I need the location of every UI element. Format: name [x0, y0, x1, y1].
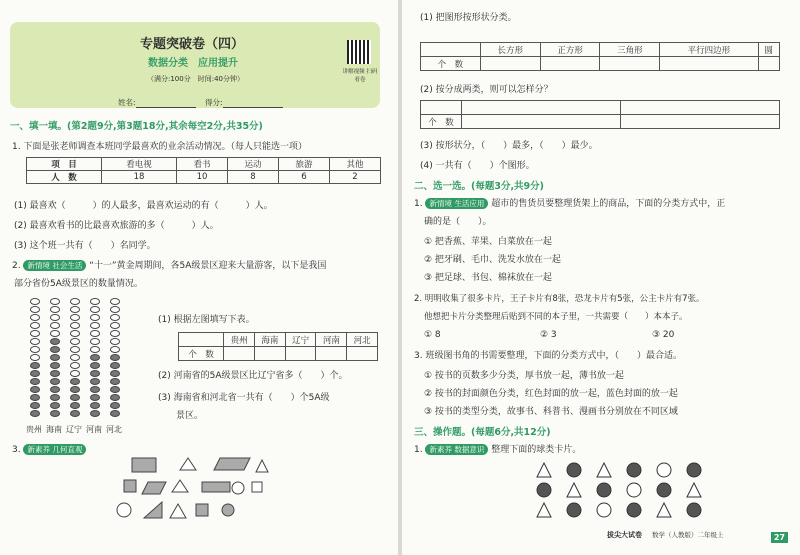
abacus-bead [50, 354, 60, 361]
abacus-bead [50, 370, 60, 377]
q2-sub2: (2) 河南省的5A级景区比辽宁省多（ ）个。 [158, 371, 348, 381]
abacus-bead [110, 322, 120, 329]
table-cell [480, 57, 540, 71]
ball-card-icon [687, 463, 701, 477]
abacus-bead [110, 298, 120, 305]
abacus-label: 海南 [46, 425, 62, 434]
abacus-bead [90, 338, 100, 345]
abacus-bead [30, 378, 40, 385]
abacus-bead [110, 394, 120, 401]
abacus-bead [90, 410, 100, 417]
abacus-label: 河南 [86, 425, 102, 434]
abacus-bead [70, 386, 80, 393]
abacus-bead [70, 330, 80, 337]
table-cell: 河南 [316, 333, 347, 347]
abacus-bead [30, 338, 40, 345]
table-cell: 长方形 [480, 43, 540, 57]
abacus-bead [50, 386, 60, 393]
abacus-bead [30, 298, 40, 305]
abacus-bead [70, 338, 80, 345]
table-cell: 圆 [758, 43, 780, 57]
table-cell: 个 数 [179, 347, 224, 361]
table-cell: 辽宁 [285, 333, 316, 347]
abacus-bead [30, 354, 40, 361]
abacus-bead [30, 306, 40, 313]
abacus-bead [50, 322, 60, 329]
ball-card-icon [537, 483, 551, 497]
q1-sub2: (2) 最喜欢看书的比最喜欢旅游的多（ ）人。 [14, 221, 219, 231]
ball-card-icon [627, 483, 641, 497]
q3-heading: 3. 新素养 几何直观 [12, 444, 86, 455]
q2-table[interactable] [178, 332, 378, 361]
abacus-bead [70, 370, 80, 377]
r-q2: (2) 按分成两类，则可以怎样分？ [420, 85, 553, 95]
c1-option-2[interactable]: ② 把牙刷、毛巾、洗发水放在一起 [424, 255, 561, 265]
ball-card-icon [537, 463, 551, 477]
table-cell [421, 43, 481, 57]
ball-card-icon [627, 503, 641, 517]
q3-tag: 新素养 几何直观 [23, 444, 86, 455]
abacus-column [90, 298, 100, 418]
q2-sub3-cont: 景区。 [176, 411, 204, 421]
score-field[interactable]: 得分: [205, 97, 283, 108]
rectangle-shape [202, 482, 230, 492]
c3-option-2[interactable]: ② 按书的封面颜色分类，红色封面的放一起，蓝色封面的放一起 [424, 389, 678, 399]
square-shape [252, 482, 262, 492]
abacus-bead [50, 402, 60, 409]
section-2-heading: 二、选一选。(每题3分,共9分) [414, 181, 545, 192]
c1-option-3[interactable]: ③ 把足球、书包、棉袜放在一起 [424, 273, 552, 283]
ball-card-icon [597, 483, 611, 497]
abacus-bead [70, 298, 80, 305]
abacus-bead [70, 378, 80, 385]
ball-card-icon [657, 463, 671, 477]
table-cell: 海南 [254, 333, 285, 347]
c2-option-1[interactable]: ① 8 [424, 330, 441, 340]
exam-meta: （满分:100分 时间:40分钟） [147, 75, 244, 83]
table-cell [316, 347, 347, 361]
two-class-table[interactable]: 个 数 [420, 100, 780, 129]
q1-sub3: (3) 这个班一共有（ ）名同学。 [14, 241, 156, 251]
table-cell: 6 [279, 171, 330, 184]
abacus-bead [90, 370, 100, 377]
table-cell: 三角形 [600, 43, 660, 57]
abacus-bead [50, 378, 60, 385]
abacus-bead [30, 370, 40, 377]
ball-card-icon [657, 503, 671, 517]
q2-text2: 部分省份5A级景区的数量情况。 [14, 279, 143, 289]
abacus-column [30, 298, 40, 418]
abacus-bead [90, 330, 100, 337]
table-cell: 项 目 [27, 158, 102, 171]
abacus-label: 河北 [106, 425, 122, 434]
abacus-bead [110, 402, 120, 409]
page-title: 专题突破卷（四） [140, 37, 245, 52]
abacus-bead [90, 378, 100, 385]
r-q1: (1) 把图形按形状分类。 [420, 13, 517, 23]
c2-option-2[interactable]: ② 3 [540, 330, 557, 340]
ball-card-icon [567, 503, 581, 517]
q2-text: 2. 新情境 社会生活 “十一”黄金周期间，各5A级景区迎来大量游客，以下是我国 [12, 261, 327, 271]
table-cell: 人 数 [27, 171, 102, 184]
abacus-bead [110, 338, 120, 345]
ball-card-icon [537, 503, 551, 517]
abacus-column [50, 298, 60, 418]
right-page [402, 0, 800, 555]
footer-info: 数学（人教版）二年级上 [652, 531, 724, 539]
square-shape [196, 504, 208, 516]
table-cell [758, 57, 780, 71]
table-cell [224, 347, 255, 361]
abacus-bead [50, 394, 60, 401]
abacus-bead [30, 394, 40, 401]
table-cell [347, 347, 378, 361]
r-q4: (4) 一共有（ ）个图形。 [420, 161, 535, 171]
triangle-shape [170, 504, 186, 518]
qr-caption: 讲解视频 扫码看卷 [342, 69, 378, 83]
abacus-bead [110, 378, 120, 385]
ball-card-icon [657, 483, 671, 497]
table-cell [179, 333, 224, 347]
abacus-bead [70, 394, 80, 401]
abacus-bead [50, 338, 60, 345]
abacus-bead [110, 346, 120, 353]
ball-card-icon [687, 503, 701, 517]
abacus-bead [90, 386, 100, 393]
table-cell [540, 57, 600, 71]
ball-cards-figure [530, 460, 720, 522]
abacus-bead [90, 298, 100, 305]
abacus-bead [50, 410, 60, 417]
shape-table[interactable] [420, 42, 780, 71]
table-cell: 18 [102, 171, 177, 184]
c1-text2: 确的是（ ）。 [424, 217, 492, 227]
abacus-bead [30, 346, 40, 353]
abacus-bead [110, 386, 120, 393]
table-cell: 2 [329, 171, 380, 184]
abacus-bead [110, 410, 120, 417]
abacus-bead [90, 322, 100, 329]
abacus-bead [110, 314, 120, 321]
abacus-bead [30, 330, 40, 337]
q1-text: 1. 下面是张老师调查本班同学最喜欢的业余活动情况。（每人只能选一项） [12, 142, 307, 152]
abacus-bead [90, 306, 100, 313]
ball-card-icon [597, 463, 611, 477]
parallelogram-shape [142, 482, 166, 494]
abacus-bead [110, 330, 120, 337]
c3-text: 3. 班级图书角的书需要整理，下面的分类方式中，（ ）最合适。 [414, 351, 682, 361]
r-q3: (3) 按形状分，（ ）最多，（ ）最少。 [420, 141, 598, 151]
abacus-column [110, 298, 120, 418]
circle-shape [222, 504, 234, 516]
left-page [0, 0, 398, 555]
abacus-bead [110, 370, 120, 377]
triangle-shape [180, 458, 196, 470]
abacus-bead [70, 362, 80, 369]
circle-shape [117, 503, 131, 517]
abacus-bead [110, 354, 120, 361]
table-cell [254, 347, 285, 361]
q2-sub1: (1) 根据左图填写下表。 [158, 315, 255, 325]
abacus-bead [110, 362, 120, 369]
q1-table [26, 157, 381, 184]
abacus-bead [70, 322, 80, 329]
abacus-bead [90, 346, 100, 353]
c3-option-1[interactable]: ① 按书的页数多少分类，厚书放一起，薄书放一起 [424, 371, 624, 381]
abacus-bead [30, 402, 40, 409]
abacus-bead [30, 386, 40, 393]
circle-shape [232, 482, 244, 494]
c1-tag: 新情境 生活应用 [425, 198, 488, 209]
c2-text: 2. 明明收集了很多卡片，王子卡片有8张，恐龙卡片有5张，公主卡片有7张。 [414, 294, 705, 304]
page-subtitle: 数据分类 应用提升 [148, 58, 238, 69]
ball-card-icon [567, 483, 581, 497]
table-cell: 看电视 [102, 158, 177, 171]
abacus-bead [70, 306, 80, 313]
abacus-bead [90, 362, 100, 369]
c1-option-1[interactable]: ① 把香蕉、苹果、白菜放在一起 [424, 237, 552, 247]
name-field[interactable]: 姓名: [118, 97, 196, 108]
q2-tag: 新情境 社会生活 [23, 260, 86, 271]
table-cell [660, 57, 758, 71]
ball-card-icon [567, 463, 581, 477]
abacus-bead [30, 362, 40, 369]
abacus-bead [50, 298, 60, 305]
abacus-bead [70, 354, 80, 361]
c3-option-3[interactable]: ③ 按书的类型分类，故事书、科普书、漫画书分别放在不同区域 [424, 407, 678, 417]
c2-option-3[interactable]: ③ 20 [652, 330, 675, 340]
abacus-bead [70, 410, 80, 417]
abacus-column [70, 298, 80, 418]
q1-sub1: (1) 最喜欢（ ）的人最多，最喜欢运动的有（ ）人。 [14, 201, 273, 211]
abacus-bead [50, 330, 60, 337]
section-1-heading: 一、填一填。(第2题9分,第3题18分,其余每空2分,共35分) [10, 121, 263, 132]
abacus-bead [70, 314, 80, 321]
triangle-shape [172, 480, 188, 492]
table-cell: 其他 [329, 158, 380, 171]
o1-text: 1. 新素养 数据意识 整理下面的球类卡片。 [414, 445, 582, 455]
abacus-bead [30, 314, 40, 321]
abacus-bead [50, 306, 60, 313]
table-cell: 运动 [228, 158, 279, 171]
table-cell: 8 [228, 171, 279, 184]
abacus-bead [90, 354, 100, 361]
abacus-bead [90, 402, 100, 409]
table-cell: 河北 [347, 333, 378, 347]
table-cell: 贵州 [224, 333, 255, 347]
abacus-bead [50, 362, 60, 369]
table-cell: 平行四边形 [660, 43, 758, 57]
footer-brand: 拔尖大试卷 [607, 531, 642, 539]
ball-card-icon [687, 483, 701, 497]
table-cell: 个 数 [421, 57, 481, 71]
table-cell: 旅游 [279, 158, 330, 171]
abacus-bead [70, 402, 80, 409]
ball-card-icon [627, 463, 641, 477]
abacus-bead [30, 410, 40, 417]
c2-text2: 他想把卡片分类整理后贴到不同的本子里，一共需要（ ）本本子。 [424, 312, 688, 322]
rectangle-shape [132, 458, 156, 472]
o1-tag: 新素养 数据意识 [425, 444, 488, 455]
abacus-bead [50, 346, 60, 353]
abacus-bead [30, 322, 40, 329]
table-cell: 10 [177, 171, 228, 184]
table-cell [285, 347, 316, 361]
abacus-bead [70, 346, 80, 353]
abacus-bead [110, 306, 120, 313]
abacus-label: 辽宁 [66, 425, 82, 434]
shapes-figure [110, 452, 280, 522]
c1-text: 1. 新情境 生活应用 超市的售货员要整理货架上的商品，下面的分类方式中，正 [414, 199, 726, 209]
triangle-shape [144, 502, 162, 518]
ball-card-icon [597, 503, 611, 517]
triangle-shape [256, 460, 268, 472]
page-number: 27 [771, 532, 788, 543]
table-cell: 看书 [177, 158, 228, 171]
square-shape [124, 480, 136, 492]
section-3-heading: 三、操作题。(每题6分,共12分) [414, 427, 551, 438]
abacus-bead [90, 314, 100, 321]
abacus-label: 贵州 [26, 425, 42, 434]
table-cell: 正方形 [540, 43, 600, 57]
parallelogram-shape [214, 458, 250, 470]
abacus-bead [50, 314, 60, 321]
abacus-bead [90, 394, 100, 401]
table-cell [600, 57, 660, 71]
q2-sub3: (3) 海南省和河北省一共有（ ）个5A级 [158, 393, 330, 403]
qr-code-icon[interactable] [347, 40, 371, 64]
